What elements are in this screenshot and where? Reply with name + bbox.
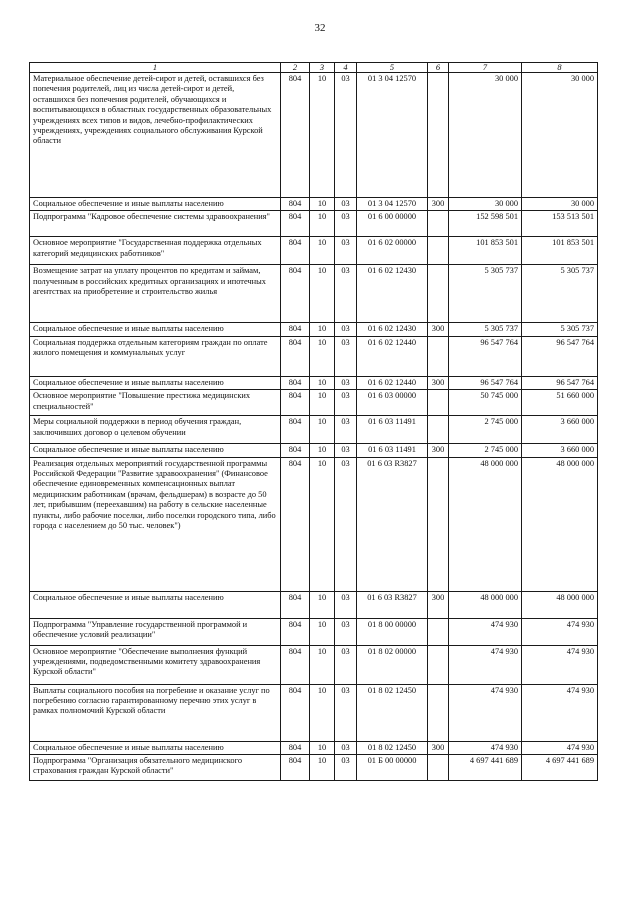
cell-c2: 804 — [281, 444, 310, 457]
cell-c8: 101 853 501 — [522, 237, 598, 265]
cell-c5: 01 6 03 00000 — [357, 390, 428, 416]
cell-c3: 10 — [310, 416, 335, 444]
cell-c6 — [428, 416, 449, 444]
cell-c3: 10 — [310, 73, 335, 198]
cell-c7: 5 305 737 — [449, 265, 522, 323]
cell-c2: 804 — [281, 741, 310, 754]
cell-c3: 10 — [310, 390, 335, 416]
cell-c3: 10 — [310, 211, 335, 237]
cell-c3: 10 — [310, 618, 335, 645]
cell-c6: 300 — [428, 444, 449, 457]
cell-c6: 300 — [428, 376, 449, 389]
cell-c8: 51 660 000 — [522, 390, 598, 416]
budget-table — [29, 62, 598, 781]
cell-c4: 03 — [335, 755, 357, 781]
cell-c3: 10 — [310, 457, 335, 591]
cell-c5: 01 6 03 R3827 — [357, 457, 428, 591]
cell-c6 — [428, 390, 449, 416]
table-row — [30, 755, 598, 781]
cell-c4: 03 — [335, 618, 357, 645]
cell-c2: 804 — [281, 591, 310, 618]
cell-c7: 4 697 441 689 — [449, 755, 522, 781]
cell-c7: 48 000 000 — [449, 591, 522, 618]
cell-c2: 804 — [281, 684, 310, 741]
table-row — [30, 618, 598, 645]
cell-c6: 300 — [428, 198, 449, 211]
column-header: 1 — [30, 63, 281, 73]
row-name: Социальное обеспечение и иные выплаты населению — [30, 376, 281, 389]
page-number: 32 — [314, 22, 326, 34]
cell-c7: 2 745 000 — [449, 416, 522, 444]
cell-c2: 804 — [281, 416, 310, 444]
row-name: Социальная поддержка отдельным категориям граждан по оплате жилого помещения и коммунальных услуг — [30, 336, 281, 376]
cell-c8: 474 930 — [522, 618, 598, 645]
cell-c5: 01 6 03 11491 — [357, 444, 428, 457]
cell-c4: 03 — [335, 336, 357, 376]
cell-c5: 01 8 00 00000 — [357, 618, 428, 645]
cell-c5: 01 6 02 00000 — [357, 237, 428, 265]
row-name: Основное мероприятие "Обеспечение выполнения функций учреждениями, подведомственными комитету здравоохранения Курской области" — [30, 645, 281, 684]
table-row — [30, 237, 598, 265]
cell-c3: 10 — [310, 323, 335, 336]
row-name: Социальное обеспечение и иные выплаты населению — [30, 591, 281, 618]
table-row — [30, 323, 598, 336]
cell-c4: 03 — [335, 73, 357, 198]
cell-c7: 48 000 000 — [449, 457, 522, 591]
cell-c7: 30 000 — [449, 198, 522, 211]
cell-c7: 2 745 000 — [449, 444, 522, 457]
row-name: Реализация отдельных мероприятий государственной программы Российской Федерации "Развитие здравоохранения" (Финансовое обеспечение единовременных компенсационных выплат медицинским работникам (врачам, фельдшерам) в возрасте до 50 лет, прибывшим (переехавшим) на работу в сельские населенные пункты, либо рабочие поселки, либо поселки городского типа, либо города с населением до 50 тыс. человек") — [30, 457, 281, 591]
row-name: Подпрограмма "Организация обязательного медицинского страхования граждан Курской области" — [30, 755, 281, 781]
row-name: Возмещение затрат на уплату процентов по кредитам и займам, полученным в российских кредитных организациях и ипотечных агентствах на приобретение и строительство жилья — [30, 265, 281, 323]
cell-c6 — [428, 755, 449, 781]
column-header: 4 — [335, 63, 357, 73]
cell-c4: 03 — [335, 684, 357, 741]
cell-c6 — [428, 457, 449, 591]
cell-c5: 01 8 02 12450 — [357, 684, 428, 741]
cell-c6 — [428, 645, 449, 684]
cell-c4: 03 — [335, 211, 357, 237]
cell-c6 — [428, 265, 449, 323]
table-row — [30, 198, 598, 211]
cell-c2: 804 — [281, 237, 310, 265]
cell-c4: 03 — [335, 390, 357, 416]
cell-c5: 01 6 00 00000 — [357, 211, 428, 237]
cell-c8: 474 930 — [522, 645, 598, 684]
cell-c6: 300 — [428, 323, 449, 336]
cell-c2: 804 — [281, 323, 310, 336]
cell-c3: 10 — [310, 755, 335, 781]
row-name: Материальное обеспечение детей-сирот и детей, оставшихся без попечения родителей, лиц из числа детей-сирот и детей, оставшихся без попечения родителей, обучающихся и воспитывающихся в областных государственных образовательных учреждениях всех типов и видов, лечебно-профилактических учреждениях, учреждениях социального обслуживания Курской области — [30, 73, 281, 198]
cell-c5: 01 8 02 12450 — [357, 741, 428, 754]
cell-c4: 03 — [335, 591, 357, 618]
cell-c5: 01 6 03 R3827 — [357, 591, 428, 618]
cell-c5: 01 3 04 12570 — [357, 198, 428, 211]
cell-c5: 01 8 02 00000 — [357, 645, 428, 684]
column-header: 6 — [428, 63, 449, 73]
cell-c5: 01 6 02 12440 — [357, 336, 428, 376]
column-header: 3 — [310, 63, 335, 73]
cell-c5: 01 6 02 12430 — [357, 265, 428, 323]
row-name: Социальное обеспечение и иные выплаты населению — [30, 444, 281, 457]
cell-c3: 10 — [310, 376, 335, 389]
table-row — [30, 591, 598, 618]
cell-c7: 30 000 — [449, 73, 522, 198]
cell-c7: 101 853 501 — [449, 237, 522, 265]
table-header-row — [30, 63, 598, 73]
cell-c6 — [428, 211, 449, 237]
table-row — [30, 444, 598, 457]
cell-c3: 10 — [310, 265, 335, 323]
cell-c6 — [428, 684, 449, 741]
cell-c4: 03 — [335, 265, 357, 323]
table-row — [30, 265, 598, 323]
cell-c6 — [428, 73, 449, 198]
row-name: Основное мероприятие "Повышение престижа медицинских специальностей" — [30, 390, 281, 416]
row-name: Подпрограмма "Управление государственной программой и обеспечение условий реализации" — [30, 618, 281, 645]
cell-c7: 50 745 000 — [449, 390, 522, 416]
cell-c7: 96 547 764 — [449, 376, 522, 389]
cell-c8: 3 660 000 — [522, 416, 598, 444]
cell-c2: 804 — [281, 73, 310, 198]
cell-c8: 4 697 441 689 — [522, 755, 598, 781]
cell-c2: 804 — [281, 376, 310, 389]
table-row — [30, 390, 598, 416]
cell-c5: 01 6 02 12430 — [357, 323, 428, 336]
cell-c6: 300 — [428, 591, 449, 618]
table-row — [30, 73, 598, 198]
cell-c2: 804 — [281, 198, 310, 211]
cell-c2: 804 — [281, 755, 310, 781]
cell-c6: 300 — [428, 741, 449, 754]
cell-c8: 5 305 737 — [522, 265, 598, 323]
cell-c8: 96 547 764 — [522, 376, 598, 389]
column-header: 7 — [449, 63, 522, 73]
cell-c6 — [428, 336, 449, 376]
cell-c3: 10 — [310, 645, 335, 684]
table-row — [30, 416, 598, 444]
column-header: 2 — [281, 63, 310, 73]
cell-c4: 03 — [335, 444, 357, 457]
cell-c7: 474 930 — [449, 684, 522, 741]
cell-c7: 474 930 — [449, 741, 522, 754]
column-header: 8 — [522, 63, 598, 73]
table-row — [30, 741, 598, 754]
cell-c2: 804 — [281, 211, 310, 237]
cell-c8: 30 000 — [522, 198, 598, 211]
cell-c2: 804 — [281, 457, 310, 591]
row-name: Социальное обеспечение и иные выплаты населению — [30, 323, 281, 336]
cell-c8: 48 000 000 — [522, 457, 598, 591]
cell-c3: 10 — [310, 741, 335, 754]
cell-c2: 804 — [281, 336, 310, 376]
cell-c5: 01 6 02 12440 — [357, 376, 428, 389]
row-name: Выплаты социального пособия на погребение и оказание услуг по погребению согласно гарантированному перечню этих услуг в рамках полномочий Курской области — [30, 684, 281, 741]
cell-c8: 3 660 000 — [522, 444, 598, 457]
cell-c3: 10 — [310, 336, 335, 376]
table-row — [30, 645, 598, 684]
cell-c6 — [428, 618, 449, 645]
cell-c3: 10 — [310, 198, 335, 211]
cell-c7: 474 930 — [449, 618, 522, 645]
cell-c7: 152 598 501 — [449, 211, 522, 237]
cell-c8: 153 513 501 — [522, 211, 598, 237]
cell-c3: 10 — [310, 444, 335, 457]
row-name: Меры социальной поддержки в период обучения граждан, заключивших договор о целевом обучении — [30, 416, 281, 444]
cell-c5: 01 Б 00 00000 — [357, 755, 428, 781]
table-row — [30, 457, 598, 591]
table-row — [30, 684, 598, 741]
cell-c8: 48 000 000 — [522, 591, 598, 618]
cell-c8: 96 547 764 — [522, 336, 598, 376]
cell-c2: 804 — [281, 390, 310, 416]
cell-c4: 03 — [335, 457, 357, 591]
row-name: Социальное обеспечение и иные выплаты населению — [30, 741, 281, 754]
cell-c2: 804 — [281, 265, 310, 323]
row-name: Социальное обеспечение и иные выплаты населению — [30, 198, 281, 211]
cell-c3: 10 — [310, 684, 335, 741]
cell-c8: 5 305 737 — [522, 323, 598, 336]
column-header: 5 — [357, 63, 428, 73]
cell-c4: 03 — [335, 741, 357, 754]
cell-c4: 03 — [335, 323, 357, 336]
table-row — [30, 376, 598, 389]
cell-c7: 96 547 764 — [449, 336, 522, 376]
cell-c3: 10 — [310, 591, 335, 618]
cell-c6 — [428, 237, 449, 265]
cell-c8: 474 930 — [522, 684, 598, 741]
cell-c7: 474 930 — [449, 645, 522, 684]
cell-c4: 03 — [335, 198, 357, 211]
cell-c4: 03 — [335, 645, 357, 684]
cell-c4: 03 — [335, 416, 357, 444]
cell-c8: 30 000 — [522, 73, 598, 198]
cell-c3: 10 — [310, 237, 335, 265]
cell-c2: 804 — [281, 645, 310, 684]
cell-c4: 03 — [335, 237, 357, 265]
cell-c4: 03 — [335, 376, 357, 389]
cell-c5: 01 6 03 11491 — [357, 416, 428, 444]
row-name: Подпрограмма "Кадровое обеспечение системы здравоохранения" — [30, 211, 281, 237]
cell-c7: 5 305 737 — [449, 323, 522, 336]
cell-c5: 01 3 04 12570 — [357, 73, 428, 198]
cell-c2: 804 — [281, 618, 310, 645]
row-name: Основное мероприятие "Государственная поддержка отдельных категорий медицинских работников" — [30, 237, 281, 265]
cell-c8: 474 930 — [522, 741, 598, 754]
table-row — [30, 336, 598, 376]
table-row — [30, 211, 598, 237]
